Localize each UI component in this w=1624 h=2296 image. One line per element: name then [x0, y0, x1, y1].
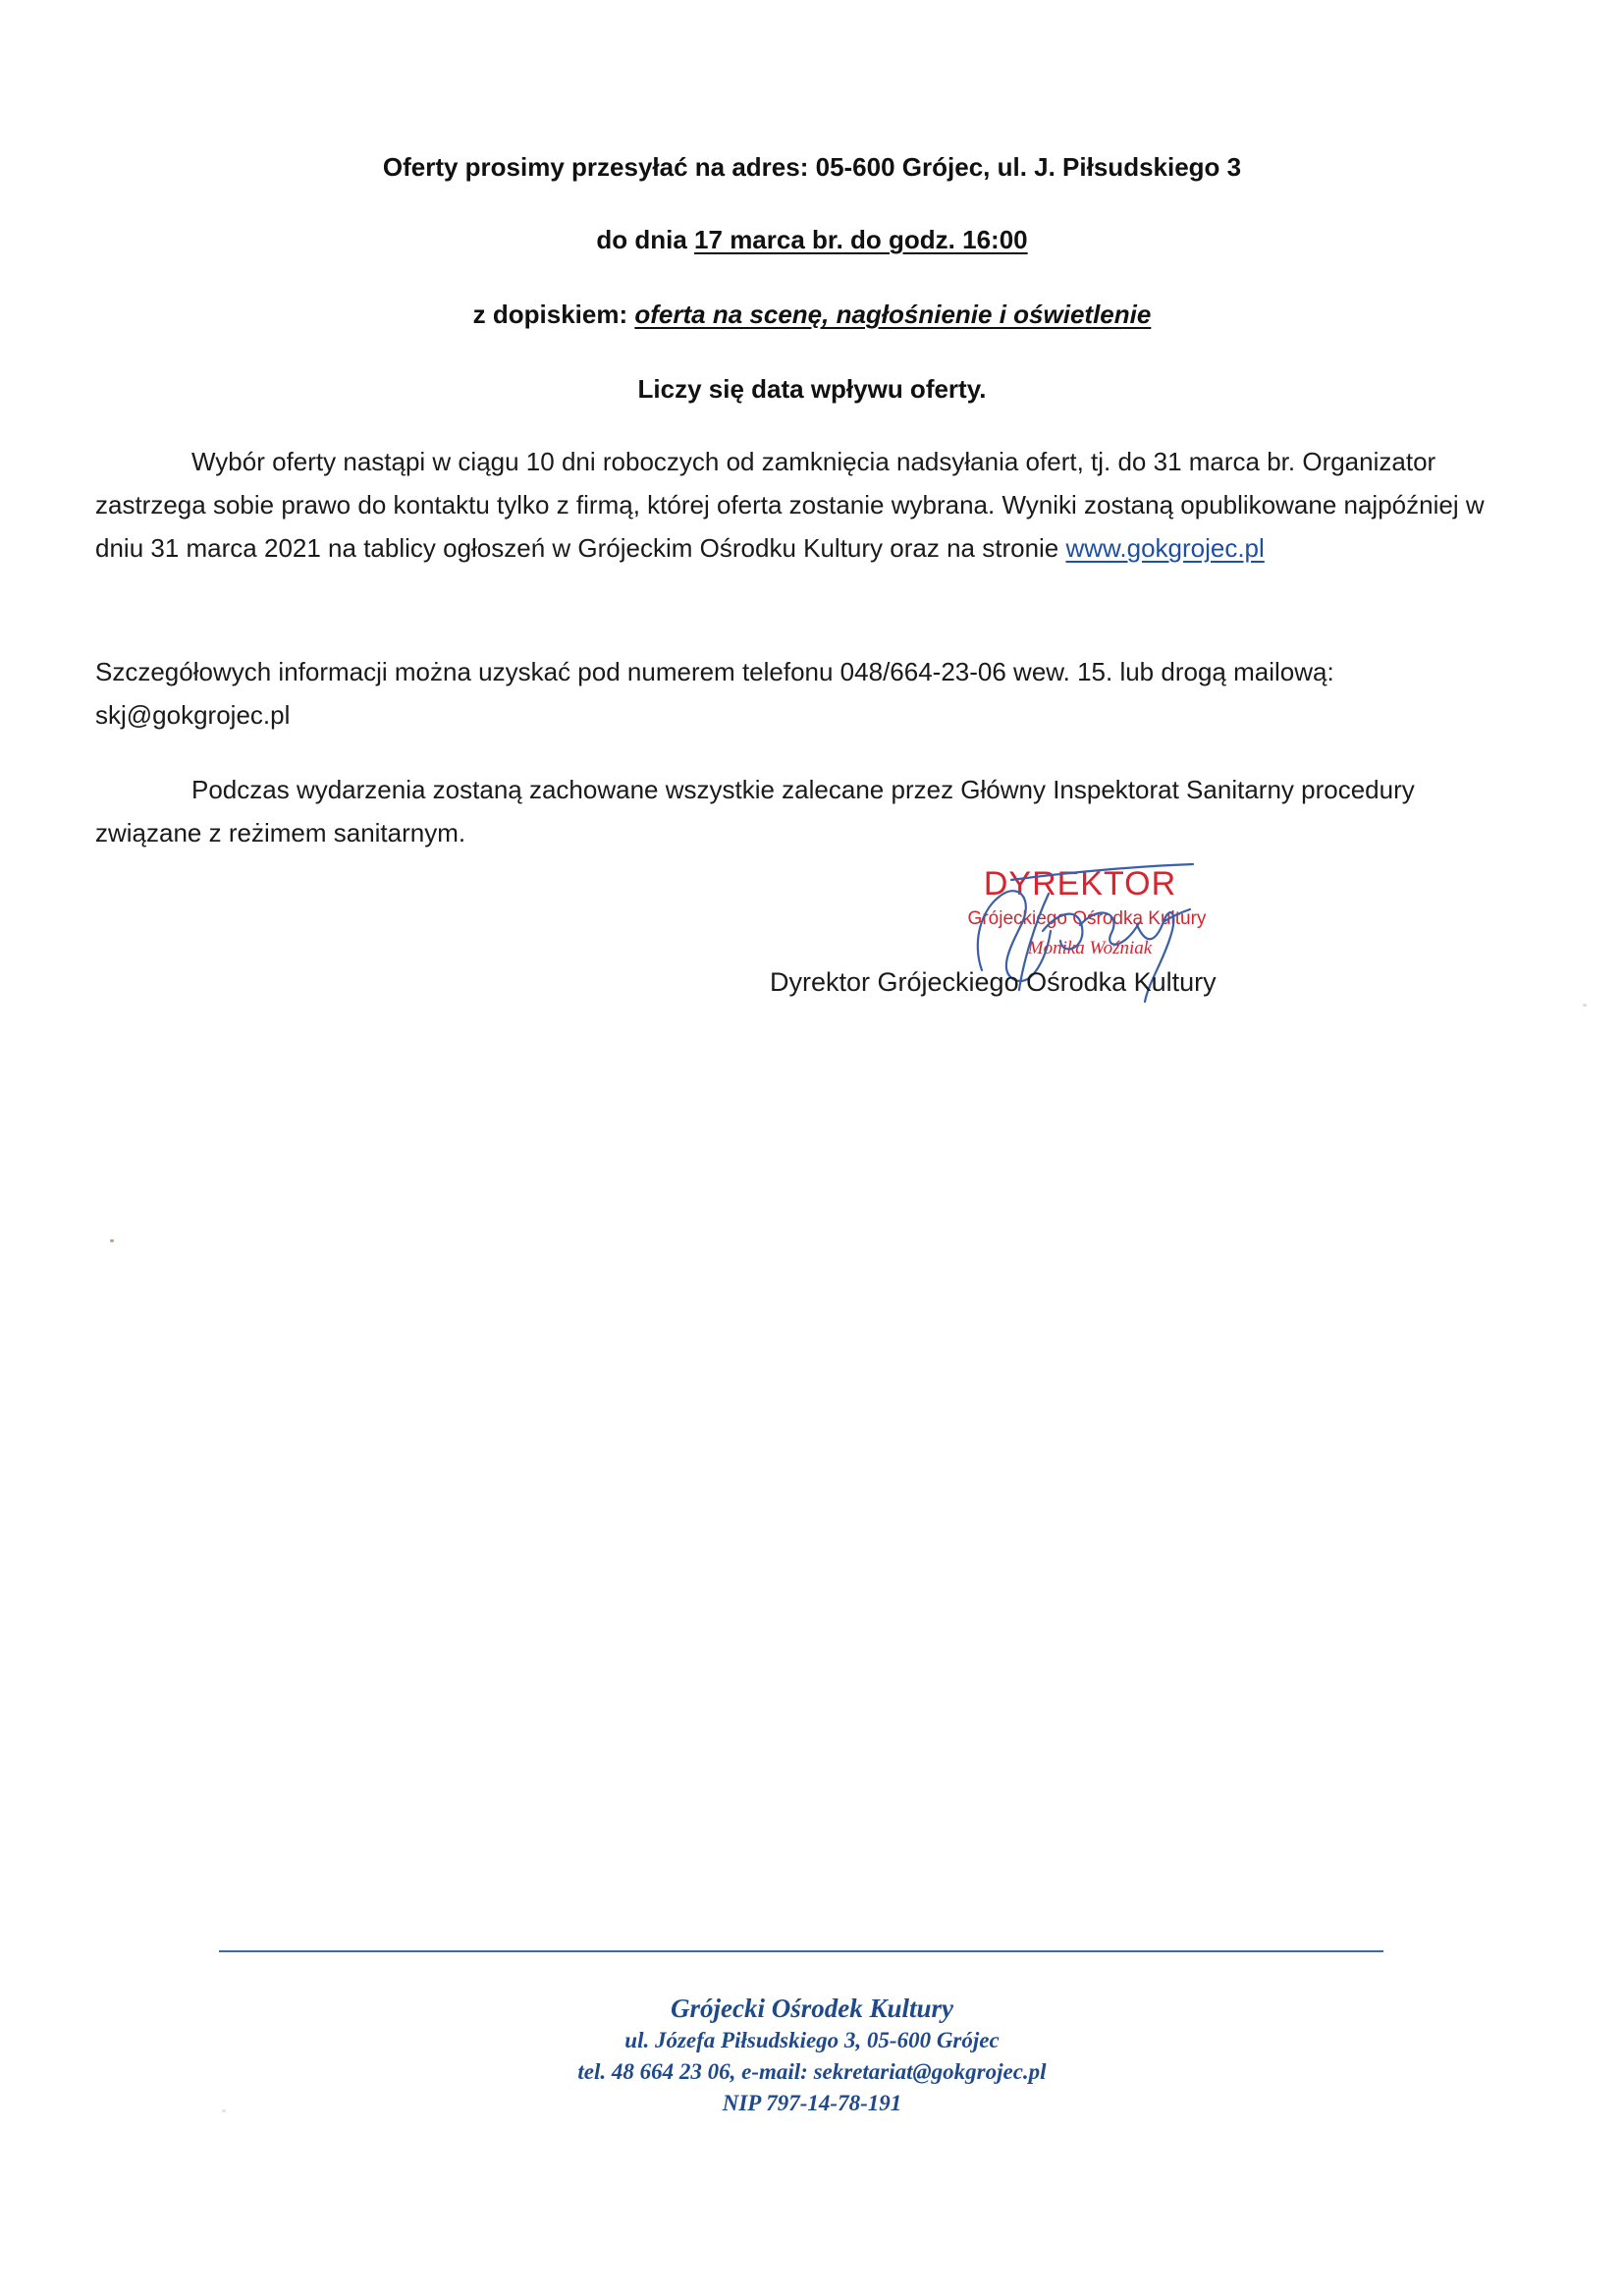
- scan-speck: [1583, 1004, 1587, 1007]
- receipt-text: Liczy się data wpływu oferty.: [637, 374, 987, 404]
- contact-paragraph: [95, 650, 1509, 737]
- address-line: [0, 149, 1624, 185]
- signature-caption: Dyrektor Grójeckiego Ośrodka Kultury: [770, 967, 1217, 997]
- website-link[interactable]: www.gokgrojec.pl: [1065, 533, 1265, 563]
- sanitary-paragraph: [95, 768, 1509, 854]
- footer-block: [0, 1992, 1624, 2119]
- deadline-value: 17 marca br. do godz. 16:00: [694, 225, 1028, 254]
- note-line: [0, 297, 1624, 332]
- stamp-name: Monika Woźniak: [1027, 938, 1153, 958]
- scan-speck: [222, 2109, 226, 2112]
- address-text: Oferty prosimy przesyłać na adres: 05-600 Grójec, ul. J. Piłsudskiego 3: [382, 152, 1242, 182]
- footer-divider: [219, 1950, 1383, 1952]
- footer-contact: tel. 48 664 23 06, e-mail: sekretariat@gokgrojec.pl: [577, 2059, 1047, 2084]
- stamp-title: DYREKTOR: [983, 865, 1177, 902]
- footer-nip: NIP 797-14-78-191: [722, 2091, 902, 2115]
- stamp-subtitle: Grójeckiego Ośrodka Kultury: [967, 908, 1207, 929]
- receipt-line: [0, 371, 1624, 407]
- note-value: oferta na scenę, nagłośnienie i oświetlenie: [634, 300, 1152, 329]
- note-prefix: z dopiskiem:: [472, 300, 635, 329]
- footer-org-name: Grójecki Ośrodek Kultury: [670, 1994, 953, 2023]
- selection-text: Wybór oferty nastąpi w ciągu 10 dni roboczych od zamknięcia nadsyłania ofert, tj. do 31 marca br. Organizator zastrzega sobie prawo do kontaktu tylko z firmą, której oferta zostanie wybrana. Wyniki zostaną opublikowane najpóźniej w dniu 31 marca 2021 na tablicy ogłoszeń w Grójeckim Ośrodku Kultury oraz na stronie: [95, 447, 1485, 563]
- footer-address: ul. Józefa Piłsudskiego 3, 05-600 Grójec: [624, 2028, 1000, 2052]
- scan-speck: [110, 1239, 114, 1242]
- sanitary-text: Podczas wydarzenia zostaną zachowane wszystkie zalecane przez Główny Inspektorat Sanitarny procedury związane z reżimem sanitarnym.: [95, 775, 1415, 847]
- deadline-line: [0, 222, 1624, 257]
- selection-paragraph: [95, 440, 1509, 570]
- deadline-prefix: do dnia: [596, 225, 695, 254]
- contact-text: Szczegółowych informacji można uzyskać pod numerem telefonu 048/664-23-06 wew. 15. lub drogą mailową: skj@gokgrojec.pl: [95, 657, 1334, 730]
